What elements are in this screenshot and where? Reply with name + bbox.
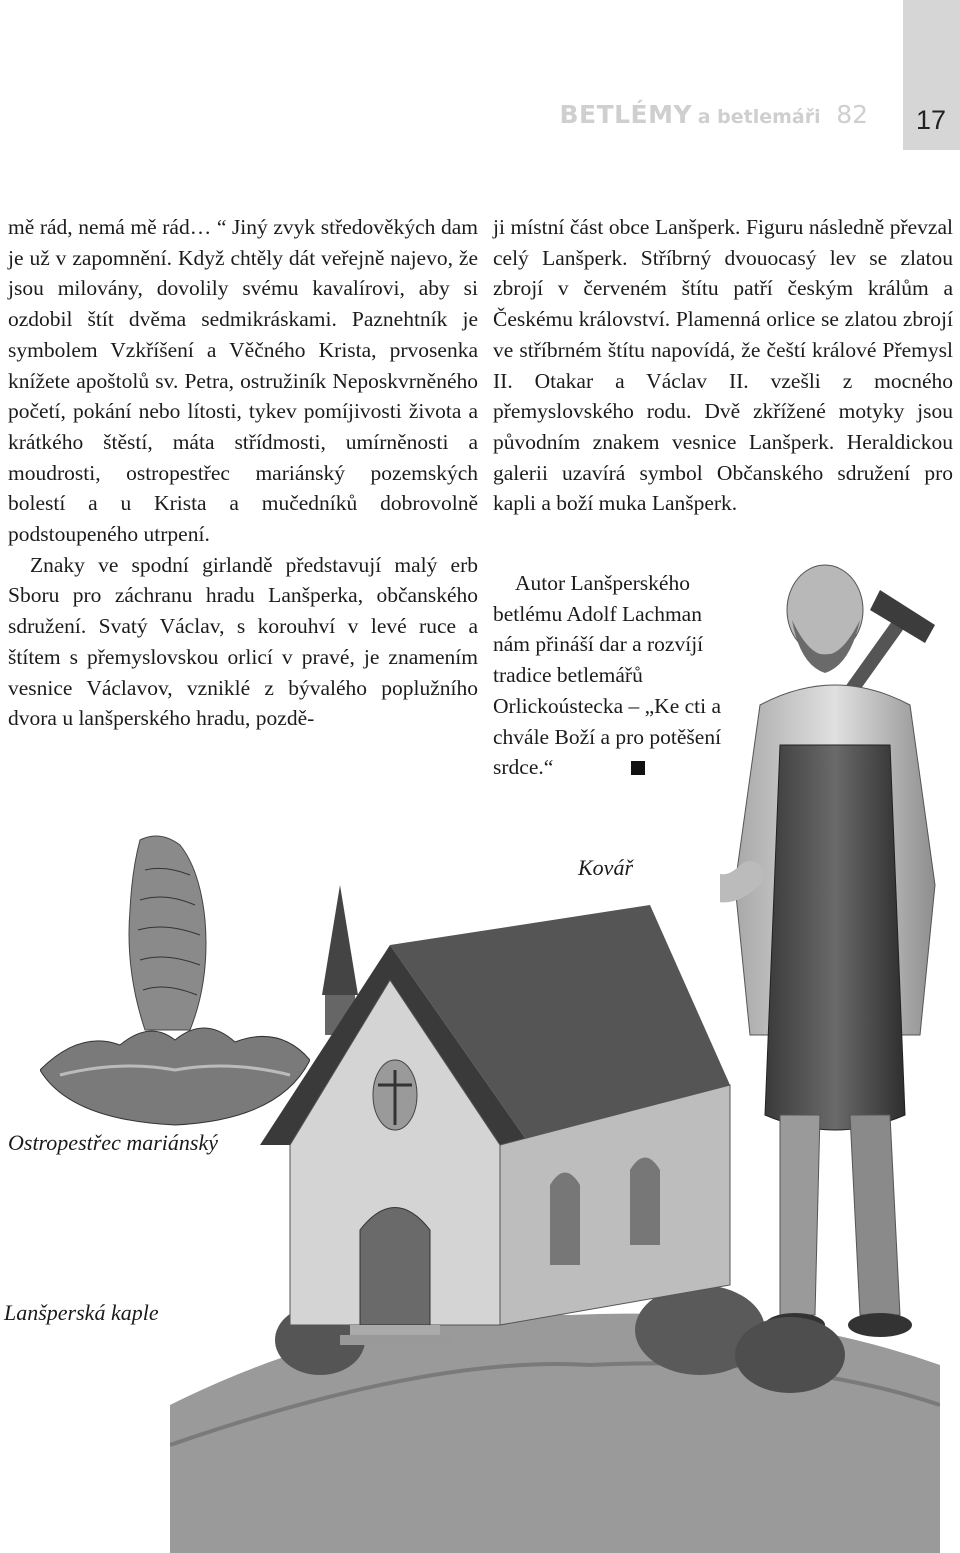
caption-smith: Kovář [578,855,633,880]
title-rest: a betlemáři [697,106,821,128]
issue-number: 82 [836,100,868,129]
magazine-title [559,100,868,129]
page-number: 17 [915,105,946,135]
paragraph-1: mě rád, nemá mě rád… “ Jiný zvyk středověkých dam je už v zapomnění. Když chtěly dát veřejně najevo, že jsou milovány, dovolily svému kavalírovi, aby si ozdobil štít dvěma sedmikráskami. Paznehtník je symbolem Vzkříšení a Věčného Krista, prvosenka knížete apoštolů sv. Petra, ostružiník Neposkvrněného početí, pokání nebo lítosti, tykev pomíjivosti života a krátkého štěstí, máta střídmosti, umírněnosti a moudrosti, ostropestřec mariánský pozemských bolestí a u Krista a mučedníků dobrovolně podstoupeného utrpení. [8,215,478,547]
paragraph-2: Znaky ve spodní girlandě představují malý erb Sboru pro záchranu hradu Lanšperka, občanského sdružení. Svatý Václav, s korouhví v levé ruce a štítem s přemyslovskou orlicí v pravé, je znamením vesnice Václavov, vzniklé z bývalého poplužního dvora u lanšperského hradu, pozdě- [8,552,478,731]
right-column-top [493,212,953,519]
paragraph-4: Autor Lanšperského betlému Adolf Lachman nám přináší dar a rozvíjí tradice betlemářů Orlickoústecka – „Ke cti a chvále Boží a pro potěšení srdce.“ [493,571,722,780]
caption-chapel: Lanšperská kaple [4,1300,159,1325]
right-column-narrow [493,568,738,783]
chapel-illustration [170,885,940,1553]
title-main: BETLÉMY [559,100,693,129]
end-mark-icon [631,761,645,775]
caption-thistle: Ostropestřec mariánský [8,1130,218,1155]
left-column [8,212,478,734]
paragraph-3: ji místní část obce Lanšperk. Figuru následně převzal celý Lanšperk. Stříbrný dvouocasý lev se zlatou zbrojí v červeném štítu patří českým králům a Českému království. Plamenná orlice se zlatou zbrojí ve stříbrném štítu napovídá, že čeští králové Přemysl II. Otakar a Václav II. vzešli z mocného přemyslovského rodu. Dvě zkřížené motyky jsou původním znakem vesnice Lanšperk. Heraldickou galerii uzavírá symbol Občanského sdružení pro kapli a boží muka Lanšperk. [493,215,953,516]
